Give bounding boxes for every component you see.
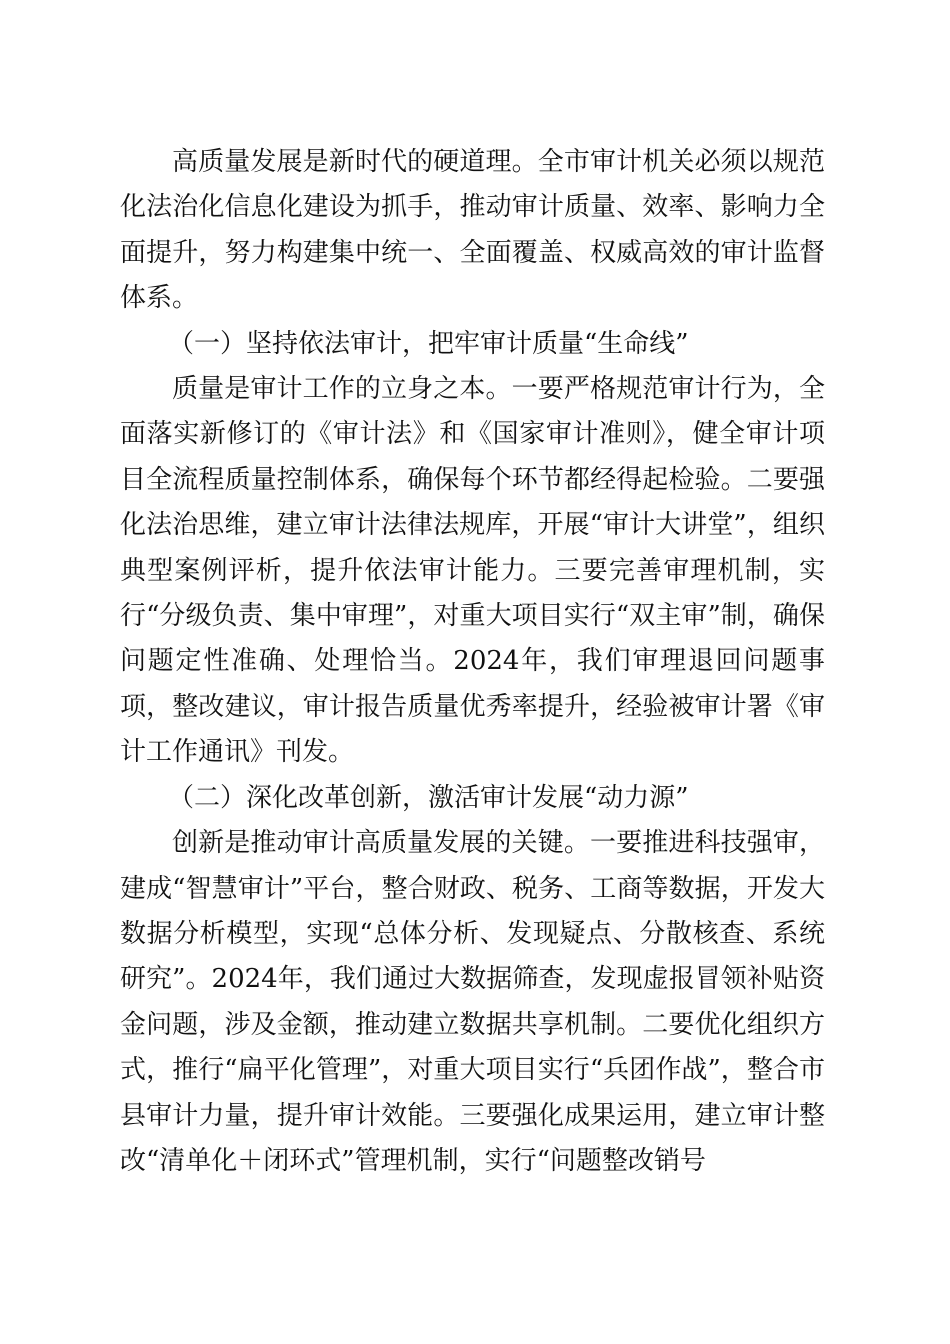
paragraph-intro: 高质量发展是新时代的硬道理。全市审计机关必须以规范化法治化信息化建设为抓手，推动审计质量、效率、影响力全面提升，努力构建集中统一、全面覆盖、权威高效的审计监督体系。 <box>120 147 825 314</box>
section-heading-1: （一）坚持依法审计，把牢审计质量“生命线” <box>168 328 689 359</box>
section-heading-2: （二）深化改革创新，激活审计发展“动力源” <box>168 782 689 813</box>
document-body <box>120 140 825 1184</box>
paragraph-section-1: 质量是审计工作的立身之本。一要严格规范审计行为，全面落实新修订的《审计法》和《国家审计准则》，健全审计项目全流程质量控制体系，确保每个环节都经得起检验。二要强化法治思维，建立审计法律法规库，开展“审计大讲堂”，组织典型案例评析，提升依法审计能力。三要完善审理机制，实行“分级负责、集中审理”，对重大项目实行“双主审”制，确保问题定性准确、处理恰当。2024年，我们审理退回问题事项，整改建议，审计报告质量优秀率提升，经验被审计署《审计工作通讯》刊发。 <box>120 374 825 768</box>
paragraph-section-2: 创新是推动审计高质量发展的关键。一要推进科技强审，建成“智慧审计”平台，整合财政、税务、工商等数据，开发大数据分析模型，实现“总体分析、发现疑点、分散核查、系统研究”。2024年，我们通过大数据筛查，发现虚报冒领补贴资金问题，涉及金额，推动建立数据共享机制。二要优化组织方式，推行“扁平化管理”，对重大项目实行“兵团作战”，整合市县审计力量，提升审计效能。三要强化成果运用，建立审计整改“清单化＋闭环式”管理机制，实行“问题整改销号 <box>120 828 825 1176</box>
